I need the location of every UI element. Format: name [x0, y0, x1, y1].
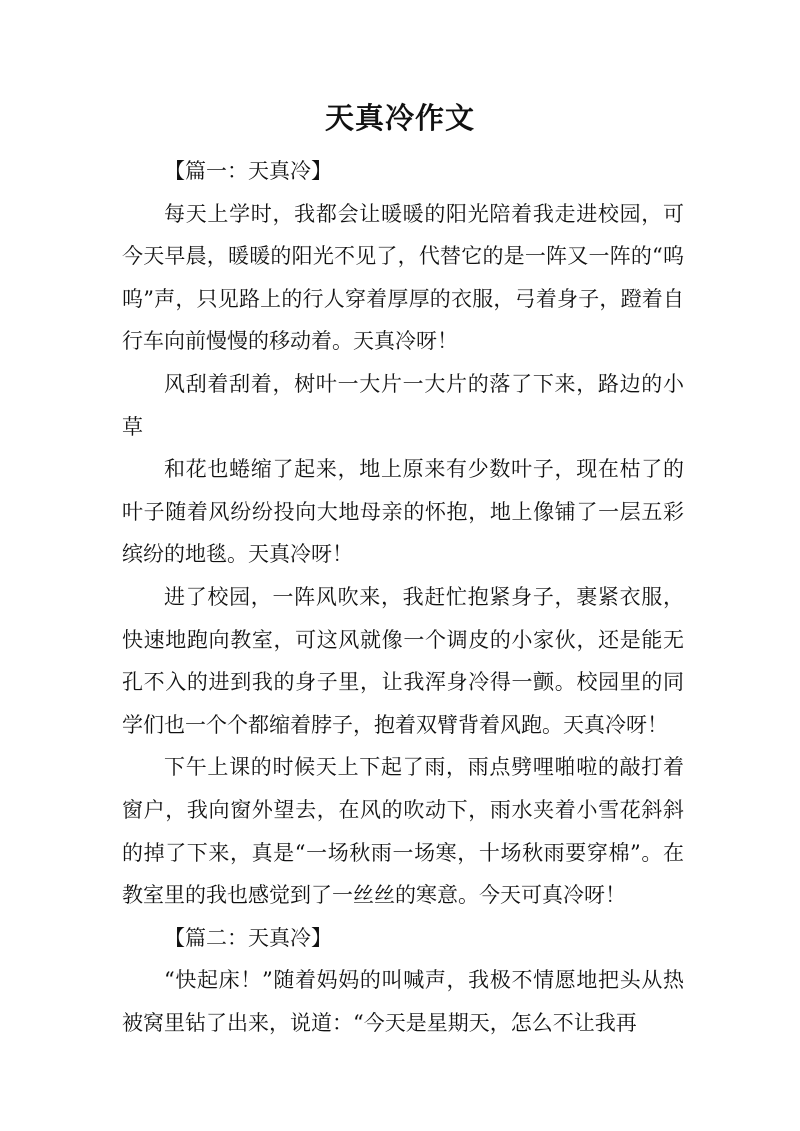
document-body — [122, 150, 684, 1044]
document-title: 天真冷作文 — [324, 101, 475, 135]
section-heading-2: 【篇二：天真冷】 — [164, 925, 332, 950]
paragraph: 进了校园，一阵风吹来，我赶忙抱紧身子，裹紧衣服，快速地跑向教室，可这风就像一个调皮的小家伙，还是能无孔不入的进到我的身子里，让我浑身冷得一颤。校园里的同学们也一个个都缩着脖子，抱着双臂背着风跑。天真冷呀！ — [122, 584, 684, 737]
paragraph: “快起床！”随着妈妈的叫喊声，我极不情愿地把头从热被窝里钻了出来，说道：“今天是星期天，怎么不让我再 — [122, 968, 684, 1035]
paragraph: 和花也蜷缩了起来，地上原来有少数叶子，现在枯了的叶子随着风纷纷投向大地母亲的怀抱，地上像铺了一层五彩缤纷的地毯。天真冷呀！ — [122, 457, 684, 567]
paragraph: 风刮着刮着，树叶一大片一大片的落了下来，路边的小草 — [122, 371, 684, 439]
section-heading-1: 【篇一：天真冷】 — [164, 159, 332, 183]
paragraph: 每天上学时，我都会让暖暖的阳光陪着我走进校园，可今天早晨，暖暖的阳光不见了，代替它的是一阵又一阵的“呜呜”声，只见路上的行人穿着厚厚的衣服，弓着身子，蹬着自行车向前慢慢的移动着。天真冷呀！ — [122, 201, 684, 354]
paragraph: 下午上课的时候天上下起了雨，雨点劈哩啪啦的敲打着窗户，我向窗外望去，在风的吹动下，雨水夹着小雪花斜斜的掉了下来，真是“一场秋雨一场寒，十场秋雨要穿棉”。在教室里的我也感觉到了一丝丝的寒意。今天可真冷呀！ — [122, 755, 684, 908]
